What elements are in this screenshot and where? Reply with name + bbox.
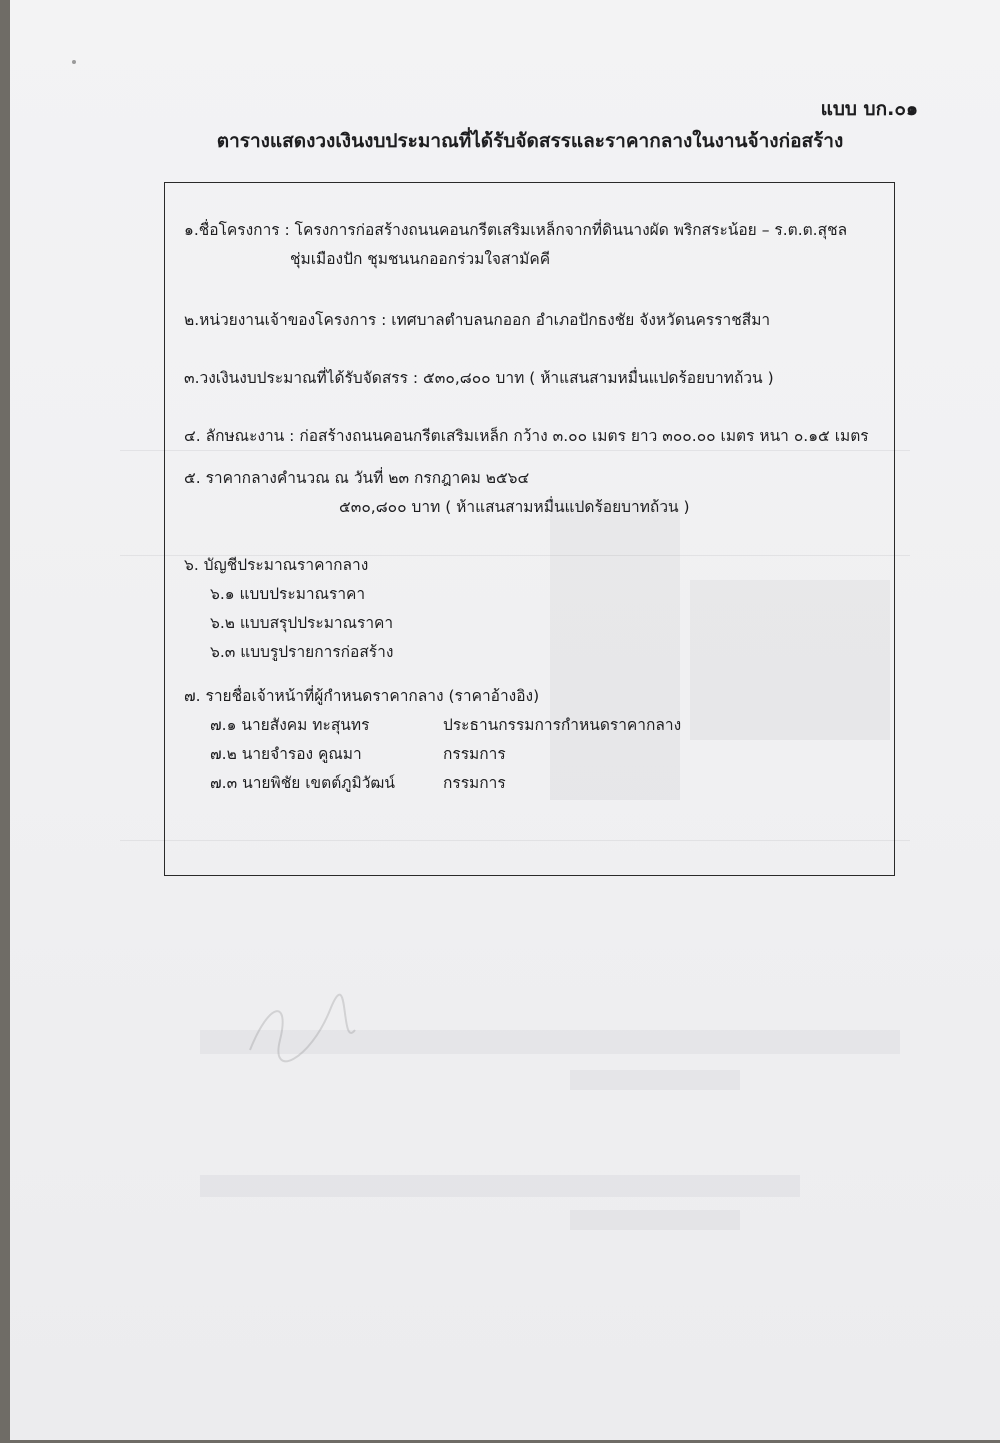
- committee-member-role: กรรมการ: [443, 774, 506, 792]
- document-title: ตารางแสดงวงเงินงบประมาณที่ได้รับจัดสรรและราคากลางในงานจ้างก่อสร้าง: [216, 130, 844, 152]
- median-price-date-line: ๕. ราคากลางคำนวณ ณ วันที่ ๒๓ กรกฎาคม ๒๕๖๔: [184, 469, 530, 487]
- speck: [72, 60, 76, 64]
- committee-heading: ๗. รายชื่อเจ้าหน้าที่ผู้กำหนดราคากลาง (ราคาอ้างอิง): [184, 687, 540, 705]
- project-name-line2: ชุ่มเมืองปัก ชุมชนนกออกร่วมใจสามัคคี: [290, 250, 551, 268]
- estimate-list-item: ๖.๓ แบบรูปรายการก่อสร้าง: [210, 643, 394, 661]
- committee-member-name: ๗.๓ นายพิชัย เขตต์ภูมิวัฒน์: [210, 774, 395, 792]
- estimate-list-heading: ๖. บัญชีประมาณราคากลาง: [184, 556, 369, 574]
- work-description-line: ๔. ลักษณะงาน : ก่อสร้างถนนคอนกรีตเสริมเหล็ก กว้าง ๓.๐๐ เมตร ยาว ๓๐๐.๐๐ เมตร หนา ๐.๑๕ เมตร: [184, 427, 869, 445]
- estimate-list-item: ๖.๑ แบบประมาณราคา: [210, 585, 366, 603]
- median-price-amount-line: ๕๓๐,๘๐๐ บาท ( ห้าแสนสามหมื่นแปดร้อยบาทถ้วน ): [339, 498, 690, 516]
- details-box: [164, 182, 895, 876]
- estimate-list-item: ๖.๒ แบบสรุปประมาณราคา: [210, 614, 394, 632]
- committee-member-name: ๗.๑ นายสังคม ทะสุนทร: [210, 716, 370, 734]
- bleed-through-signature: [240, 990, 360, 1070]
- bleed-through-block: [200, 1175, 800, 1197]
- form-code: แบบ บก.๐๑: [820, 98, 918, 120]
- document-page: [10, 0, 1000, 1440]
- committee-member-role: ประธานกรรมการกำหนดราคากลาง: [443, 716, 682, 734]
- bleed-through-block: [570, 1210, 740, 1230]
- agency-line: ๒.หน่วยงานเจ้าของโครงการ : เทศบาลตำบลนกออก อำเภอปักธงชัย จังหวัดนครราชสีมา: [184, 311, 771, 329]
- bleed-through-block: [570, 1070, 740, 1090]
- committee-member-role: กรรมการ: [443, 745, 506, 763]
- committee-member-name: ๗.๒ นายจำรอง คูณมา: [210, 745, 362, 763]
- project-name-line1: ๑.ชื่อโครงการ : โครงการก่อสร้างถนนคอนกรีตเสริมเหล็กจากที่ดินนางผัด พริกสระน้อย – ร.ต.ต.สุชล: [184, 221, 848, 239]
- budget-line: ๓.วงเงินงบประมาณที่ได้รับจัดสรร : ๕๓๐,๘๐๐ บาท ( ห้าแสนสามหมื่นแปดร้อยบาทถ้วน ): [184, 369, 774, 387]
